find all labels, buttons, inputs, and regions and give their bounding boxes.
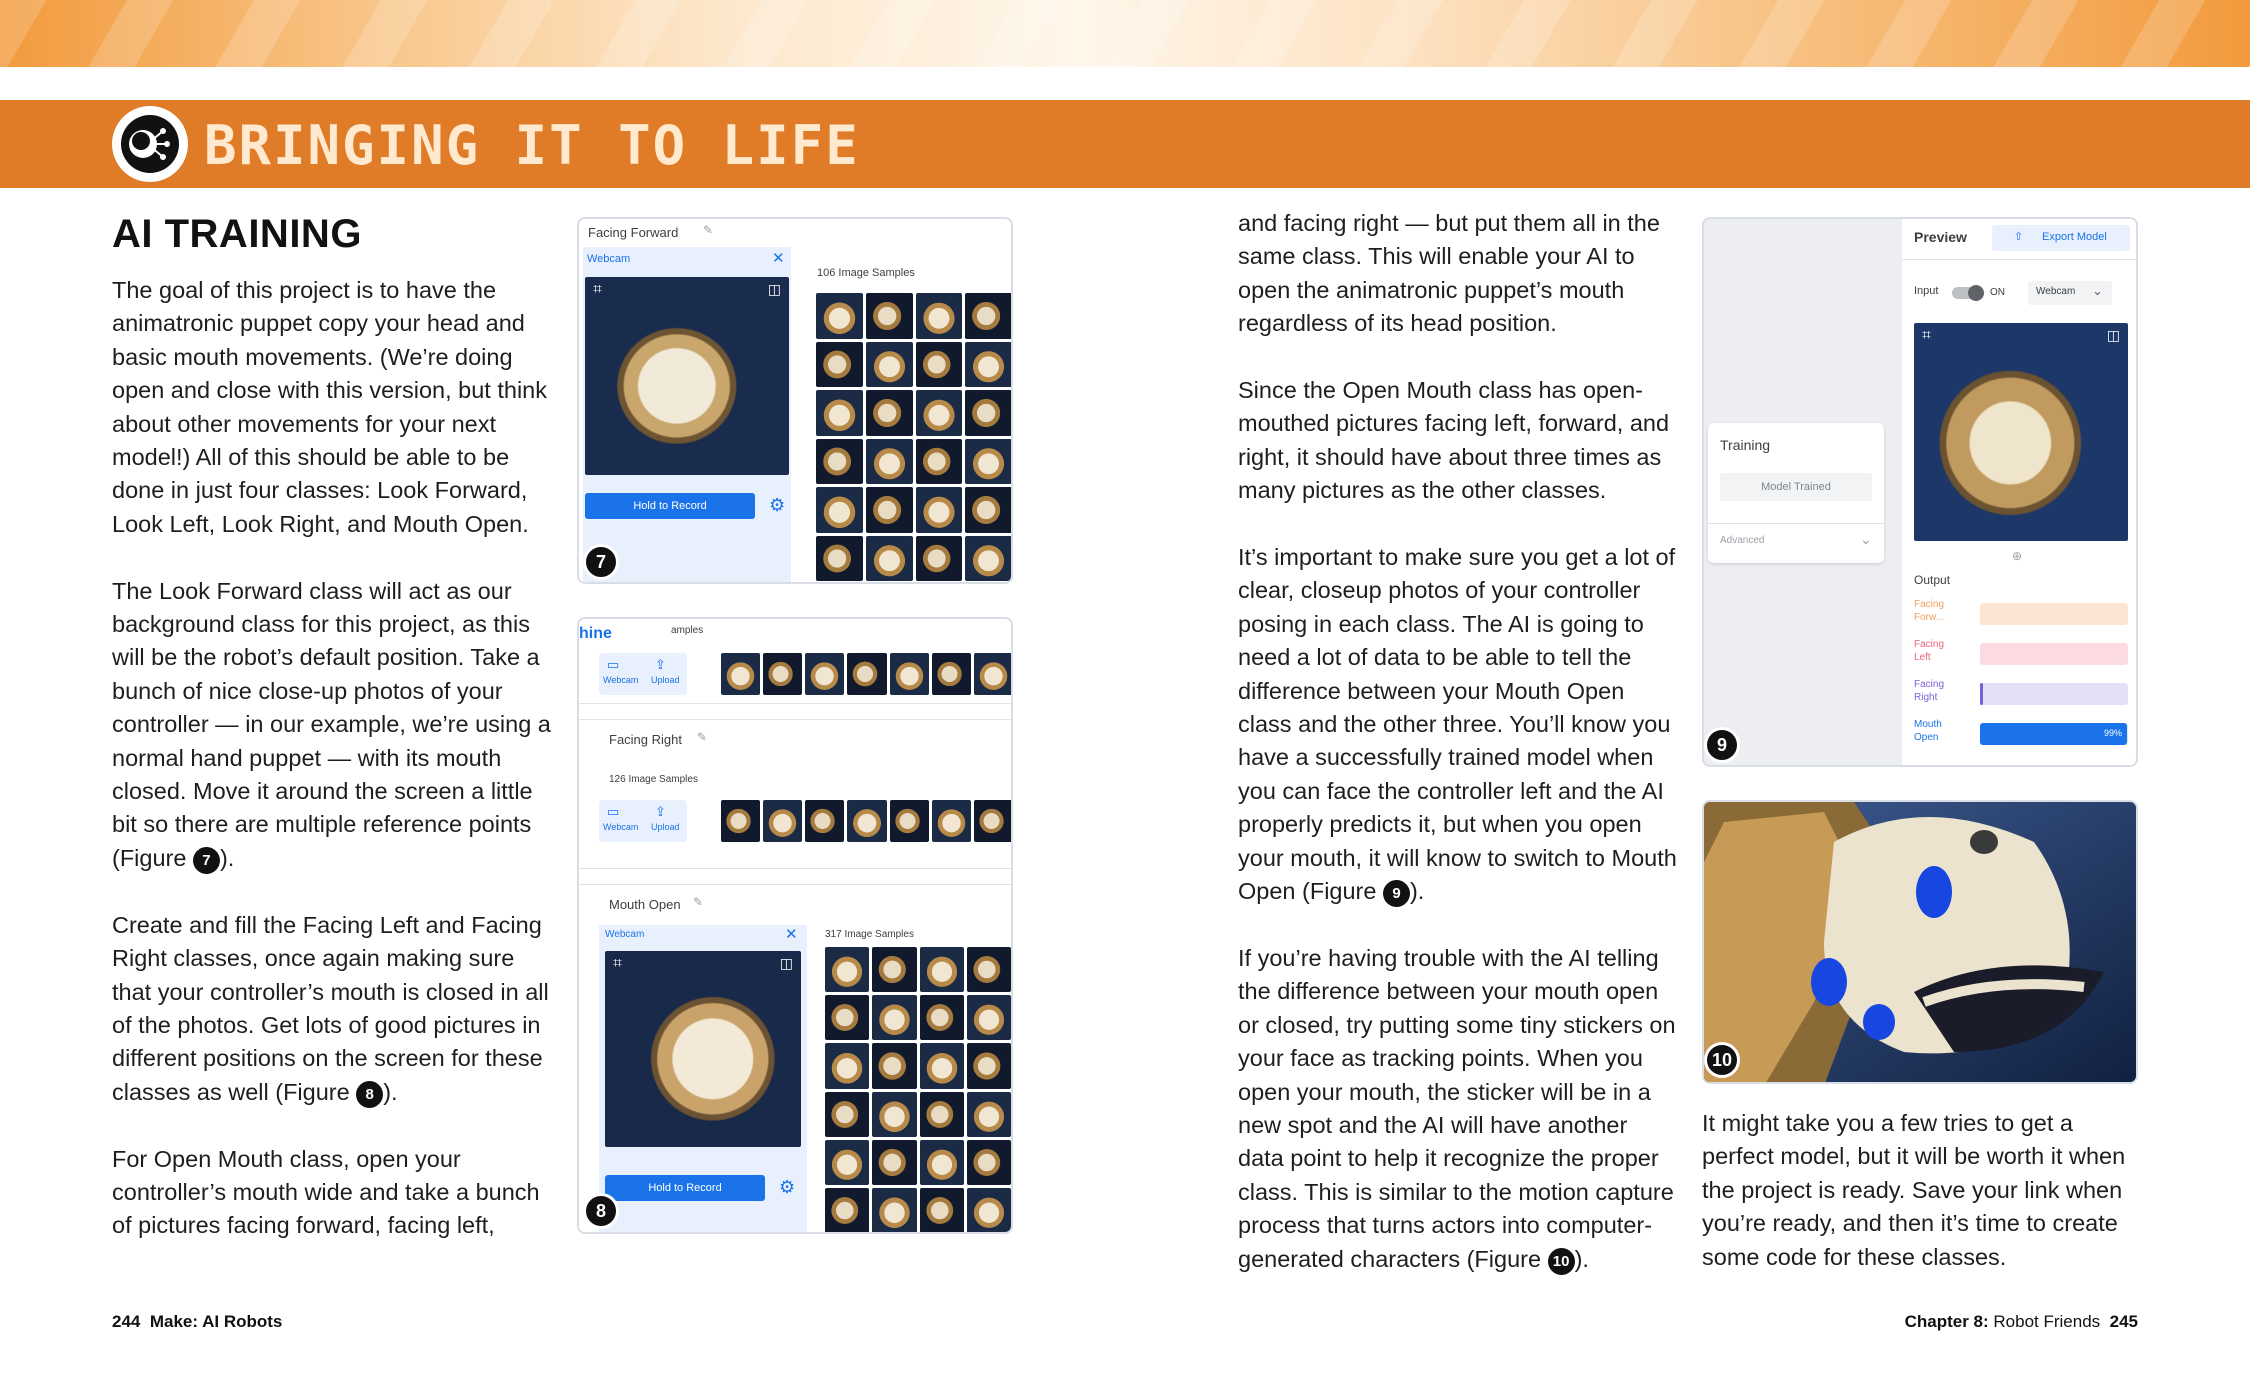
paragraph-text: ). [383,1078,398,1105]
export-icon: ⇧ [2014,231,2024,243]
model-trained-button[interactable]: Model Trained [1720,473,1872,501]
sample-thumbnail[interactable] [974,800,1013,842]
class-name: Facing Forward [588,225,679,240]
sample-strip [721,800,1013,842]
paragraph-text: ). [219,844,235,871]
paragraph: and facing right — but put them all in the same class. This will enable your AI to open the animatronic puppet’s mouth regardless of its head position. [1238,210,1660,337]
figure-ref: 8 [356,1081,383,1108]
confidence-value: 99% [2103,728,2122,738]
upload-button[interactable]: Upload [651,822,680,832]
footer-right [1905,1312,2138,1332]
training-card [1708,423,1884,563]
sample-thumbnail[interactable] [872,995,916,1040]
settings-icon[interactable]: ⚙ [779,1177,796,1197]
chevron-down-icon: ⌄ [2092,283,2103,298]
sample-thumbnail[interactable] [866,487,913,533]
book-title: Make: AI Robots [149,1312,283,1331]
webcam-label: Webcam [605,929,645,940]
sample-thumbnail[interactable] [965,536,1012,582]
webcam-icon[interactable]: ▭ [607,804,620,819]
training-label: Training [1720,437,1771,453]
sample-thumbnail[interactable] [916,293,963,339]
chapter-title: Robot Friends [1993,1312,2101,1331]
webcam-button[interactable]: Webcam [603,822,639,832]
close-icon[interactable]: ✕ [772,250,785,267]
output-label-line2: Forw... [1914,612,1945,623]
class-card-facing-right [579,719,1013,869]
figure-badge: 10 [1704,1042,1740,1078]
webcam-pane [583,247,791,582]
page-number: 244 [112,1312,141,1331]
figure-ref: 9 [1383,880,1410,907]
output-row [1914,677,2128,717]
brain-network-icon [112,106,188,182]
sample-thumbnail[interactable] [965,342,1012,388]
sample-thumbnail[interactable] [872,947,916,992]
sample-thumbnail[interactable] [866,536,913,582]
output-label-line1: Mouth [1914,719,1942,730]
sample-grid [816,293,1012,581]
webcam-preview [1914,323,2128,541]
confidence-bar [1980,723,2128,745]
class-name: Facing Right [609,732,682,747]
sample-thumbnail[interactable] [816,390,863,436]
sample-thumbnail[interactable] [816,439,863,485]
arrow-down-icon: ⊕ [2012,549,2023,563]
sample-thumbnail[interactable] [825,1140,869,1185]
output-row [1914,597,2128,637]
preview-title: Preview [1914,229,1967,245]
upload-button[interactable]: Upload [651,675,680,685]
output-label-line1: Facing [1914,639,1945,650]
flip-icon[interactable]: ◫ [779,955,793,971]
sample-thumbnail[interactable] [872,1092,916,1137]
webcam-pane [599,925,807,1234]
chapter-label: Chapter 8: [1904,1312,1989,1331]
divider [1902,259,2138,260]
crop-icon[interactable]: ⌗ [613,955,623,972]
sample-thumbnail[interactable] [920,947,964,992]
output-label: Output [1914,573,1951,587]
sample-thumbnail[interactable] [965,487,1012,533]
output-list [1914,597,2128,757]
sample-thumbnail[interactable] [805,800,844,842]
figure-10-puppet-photo [1702,800,2138,1084]
paragraph: It might take you a few tries to get a perfect model, but it will be worth it when the project is ready. Save your link when you’re ready, and then it’s time to create some code for these classes. [1702,1110,2126,1270]
upload-icon[interactable]: ⇪ [655,657,666,672]
confidence-bar [1980,643,2128,665]
sample-count: 106 Image Samples [817,267,915,279]
input-buttons [599,800,687,842]
section-banner [0,100,2250,188]
sample-thumbnail[interactable] [866,293,913,339]
divider [1708,523,1884,524]
puppet-with-stickers-image [1704,802,2138,1084]
input-buttons [599,653,687,695]
sample-thumbnail[interactable] [825,1043,869,1088]
paragraph: Since the Open Mouth class has open-mouthed pictures facing left, forward, and right, it should have about three times as many pictures as the other classes. [1238,377,1670,504]
flip-icon[interactable]: ◫ [767,281,781,297]
figure-ref: 7 [193,847,220,874]
sample-thumbnail[interactable] [974,653,1013,695]
sample-thumbnail[interactable] [872,1140,916,1185]
paragraph-text: The Look Forward class will act as our background class for this project, as this will be the robot’s default position. Take a bunch of nice close-up photos of your controller — in our example, we’re using a normal hand puppet — with its mouth closed. Move it around the screen a little bit so there are multiple reference points (Figure [112,577,551,871]
output-row [1914,637,2128,677]
sample-thumbnail[interactable] [916,342,963,388]
sample-thumbnail[interactable] [825,1188,869,1233]
hold-to-record-button[interactable]: Hold to Record [585,493,755,519]
text-column-4 [1702,1107,2142,1307]
crop-icon[interactable]: ⌗ [593,281,603,298]
toggle-state: ON [1990,287,2005,298]
sample-thumbnail[interactable] [866,342,913,388]
sample-thumbnail[interactable] [872,1043,916,1088]
settings-icon[interactable]: ⚙ [769,495,786,515]
sample-thumbnail[interactable] [916,439,963,485]
sample-thumbnail[interactable] [920,1092,964,1137]
flip-icon[interactable]: ◫ [2106,327,2120,343]
sample-thumbnail[interactable] [816,487,863,533]
source-select[interactable] [2028,281,2112,305]
sample-thumbnail[interactable] [916,487,963,533]
pencil-icon: ✎ [697,730,708,744]
export-model-button[interactable] [1992,225,2130,251]
webcam-label: Webcam [587,253,631,265]
sample-thumbnail[interactable] [890,653,929,695]
webcam-button[interactable]: Webcam [603,675,639,685]
text-column-3 [1238,207,1678,1309]
pencil-icon: ✎ [693,895,704,909]
sample-thumbnail[interactable] [890,800,929,842]
hold-to-record-button[interactable]: Hold to Record [605,1175,765,1201]
sample-thumbnail[interactable] [967,995,1011,1040]
sample-thumbnail[interactable] [816,342,863,388]
sample-thumbnail[interactable] [965,439,1012,485]
sample-count: amples [671,625,704,636]
sample-thumbnail[interactable] [920,995,964,1040]
advanced-toggle[interactable]: Advanced [1720,535,1765,546]
sample-thumbnail[interactable] [967,1188,1011,1233]
sample-strip [721,653,1013,695]
close-icon[interactable]: ✕ [785,926,798,943]
banner-title: BRINGING IT TO LIFE [204,114,860,177]
paragraph [112,909,552,1109]
tab-fragment: hine [579,625,612,642]
output-label-line2: Left [1914,652,1931,663]
sample-thumbnail[interactable] [916,536,963,582]
confidence-bar [1980,683,2128,705]
sample-thumbnail[interactable] [967,1043,1011,1088]
sample-thumbnail[interactable] [920,1188,964,1233]
toggle-knob [1968,285,1984,301]
footer-left [112,1312,282,1332]
sample-thumbnail[interactable] [916,390,963,436]
sample-thumbnail[interactable] [847,653,886,695]
sample-thumbnail[interactable] [932,800,971,842]
source-select-value: Webcam [2036,286,2076,297]
sample-thumbnail[interactable] [920,1140,964,1185]
text-column-1 [112,274,552,1276]
sample-thumbnail[interactable] [847,800,886,842]
sample-thumbnail[interactable] [763,653,802,695]
sample-thumbnail[interactable] [866,390,913,436]
paragraph [1238,942,1678,1276]
input-label: Input [1914,285,1939,297]
output-label-line1: Facing [1914,599,1945,610]
upload-icon[interactable]: ⇪ [655,804,666,819]
sample-thumbnail[interactable] [825,947,869,992]
webcam-icon[interactable]: ▭ [607,657,620,672]
paragraph-text: ). [1574,1245,1589,1272]
sample-thumbnail[interactable] [721,653,760,695]
class-name: Mouth Open [609,897,681,912]
sample-thumbnail[interactable] [967,1140,1011,1185]
sample-thumbnail[interactable] [763,800,802,842]
sample-thumbnail[interactable] [872,1188,916,1233]
sample-thumbnail[interactable] [866,439,913,485]
paragraph-text: It’s important to make sure you get a lot of clear, closeup photos of your controller posing in each class. The AI is going to need a lot of data to be able to tell the difference between your Mouth Open class and the other three. You’ll know you have a successfully trained model when you can face the controller left and the AI properly predicts it, but when you open your mouth, it will know to switch to Mouth Open (Figure [1238,544,1677,905]
preview-pane [1902,219,2138,767]
paragraph [112,575,552,876]
confidence-bar [1980,603,2128,625]
sample-thumbnail[interactable] [932,653,971,695]
sample-thumbnail[interactable] [805,653,844,695]
sample-thumbnail[interactable] [967,1092,1011,1137]
section-heading: AI TRAINING [112,212,362,256]
figure-badge: 8 [583,1193,619,1229]
pencil-icon: ✎ [703,223,714,237]
sample-thumbnail[interactable] [825,995,869,1040]
paragraph [1238,541,1678,908]
confidence-fill [1980,683,1983,705]
sample-count: 317 Image Samples [825,929,914,940]
header-decoration [0,0,2250,67]
sample-thumbnail[interactable] [920,1043,964,1088]
figure-badge: 7 [583,544,619,580]
sample-count: 126 Image Samples [609,774,698,785]
class-card-mouth-open [579,884,1013,1234]
sample-thumbnail[interactable] [721,800,760,842]
page-number: 245 [2109,1312,2138,1331]
output-row [1914,717,2128,757]
paragraph-text: If you’re having trouble with the AI telling the difference between your mouth open or closed, try putting some tiny stickers on your face as tracking points. When you open your mouth, the sticker will be in a new spot and the AI will have another data point to help it recognize the proper class. This is similar to the motion capture process that turns actors into computer-generated characters (Figure [1238,944,1676,1272]
paragraph: For Open Mouth class, open your controller’s mouth wide and take a bunch of pictures facing forward, facing left, [112,1145,540,1239]
crop-icon[interactable]: ⌗ [1922,327,1932,344]
figure-badge: 9 [1704,727,1740,763]
figure-7-training-class [577,217,1013,584]
figure-ref: 10 [1548,1248,1575,1275]
sample-thumbnail[interactable] [816,293,863,339]
paragraph: The goal of this project is to have the animatronic puppet copy your head and basic mouth movements. (We’re doing open and close with this version, but think about other movements for your next model!) All of this should be able to be done in just four classes: Look Forward, Look Left, Look Right, and Mouth Open. [112,277,548,537]
webcam-preview [585,277,789,475]
export-model-label: Export Model [2042,231,2107,243]
output-label-line2: Right [1914,692,1938,703]
paragraph-text: Create and fill the Facing Left and Facing Right classes, once again making sure that your controller’s mouth is closed in all of the photos. Get lots of good pictures in different positions on the screen for these classes as well (Figure [112,911,549,1105]
sample-thumbnail[interactable] [967,947,1011,992]
figure-8-training-classes [577,617,1013,1234]
class-card-top [579,619,1013,704]
figure-9-preview-panel [1702,217,2138,767]
paragraph-text: ). [1409,878,1425,905]
sample-thumbnail[interactable] [965,293,1012,339]
webcam-preview [605,951,801,1147]
sample-grid [825,947,1011,1233]
chevron-down-icon[interactable]: ⌄ [1860,531,1872,547]
sample-thumbnail[interactable] [965,390,1012,436]
sample-thumbnail[interactable] [825,1092,869,1137]
sample-thumbnail[interactable] [816,536,863,582]
output-label-line2: Open [1914,732,1939,743]
input-toggle[interactable] [1952,287,1982,299]
output-label-line1: Facing [1914,679,1945,690]
